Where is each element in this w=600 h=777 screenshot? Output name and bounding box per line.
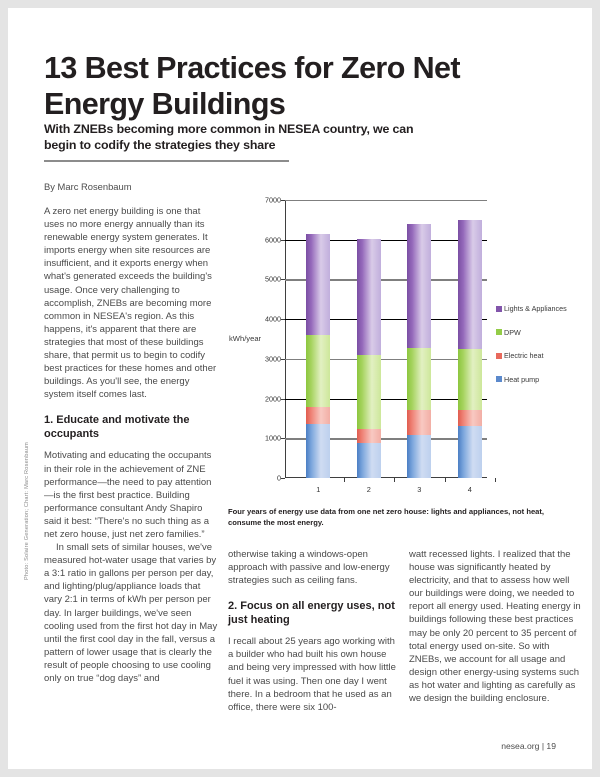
- paragraph: otherwise taking a windows-open approach with passive and low-energy strategies such as ceiling fans.: [228, 549, 390, 587]
- legend-item: [496, 351, 568, 360]
- paragraph: watt recessed lights. I realized that the house was significantly heated by electricity, and that to assess how well our buildings were doing, we needed to report all energy used. Heating energy in buildings following these best practices may be only 20 percent to 35 percent of total energy used on-site. So with ZNEBs, we account for all usage and design other energy-using systems such as hot water and lighting as carefully as we design the building enclosure.: [409, 549, 581, 705]
- y-axis-tick-label: 7000: [265, 195, 281, 205]
- y-axis-tick-mark: [281, 359, 285, 360]
- bar-segment: [458, 220, 482, 349]
- chart-caption: Four years of energy use data from one net zero house: lights and appliances, not heat, consume the most energy.: [228, 507, 545, 527]
- y-axis-tick-mark: [281, 279, 285, 280]
- x-axis-tick-mark: [394, 478, 395, 482]
- x-axis-tick-label: 3: [417, 485, 422, 494]
- page-title: 13 Best Practices for Zero Net Energy Buildings: [44, 51, 460, 121]
- bar-segment: [407, 224, 431, 348]
- y-axis-tick-mark: [281, 438, 285, 439]
- bar-segment: [357, 355, 381, 429]
- y-axis-tick-label: 2000: [265, 394, 281, 404]
- y-axis-tick-label: 5000: [265, 274, 281, 284]
- paragraph: A zero net energy building is one that uses no more energy annually than its renewable energy system generates. It imports energy when site resources are insufficient, and it exports energy when what's generated exceeds the building's usage. Once very challenging to accomplish, ZNEBs are becoming more common in NESEA's region. As this happens, it's apparent that there are strategies that most of these buildings share, that permit us to begin to codify best practices for these homes and other buildings. As you'll see, the energy system itself comes last.: [44, 206, 217, 401]
- bar-segment: [306, 234, 330, 335]
- paragraph: In small sets of similar houses, we've measured hot-water usage that varies by a 3:1 ratio in gallons per person per day, and lighting/plug/appliance loads that vary 2:1 in terms of kWh per person per day. In larger buildings, we've seen cooling used from the first hot day in May until the first cool day in the fall, versus a pattern of lower usage that is clearly the result of people choosing to use cooling only on true “dog days” and: [44, 542, 218, 684]
- bar-segment: [306, 424, 330, 478]
- column-bottom-right: [409, 548, 581, 705]
- x-axis-tick-label: 1: [316, 485, 321, 494]
- chart-plot-area: [265, 195, 487, 494]
- legend-label: Lights & Appliances: [504, 304, 567, 313]
- page-edge-right: [592, 0, 600, 777]
- page-edge-bottom: [0, 769, 600, 777]
- page-edge-top: [0, 0, 600, 8]
- bar-segment: [407, 435, 431, 478]
- chart-area: [228, 192, 566, 502]
- legend-label: DPW: [504, 327, 521, 337]
- legend-label: Electric heat: [504, 351, 544, 360]
- page-footer: nesea.org | 19: [501, 741, 556, 751]
- column-left-top: [44, 205, 220, 685]
- y-axis-tick-label: 1000: [265, 433, 281, 443]
- bar-segment: [357, 239, 381, 354]
- section-heading-2: 2. Focus on all energy uses, not just heating: [228, 600, 395, 626]
- y-axis-line: [285, 200, 286, 478]
- bar-segment: [306, 335, 330, 407]
- energy-use-chart: [228, 192, 566, 502]
- column-bottom-left: [228, 548, 400, 714]
- gridline: [285, 200, 487, 201]
- y-axis-tick-label: 0: [277, 473, 281, 483]
- x-axis-tick-label: 4: [467, 485, 472, 494]
- bar-segment: [357, 443, 381, 478]
- y-axis-tick-mark: [281, 200, 285, 201]
- header-divider: [44, 160, 289, 162]
- bar-segment: [458, 349, 482, 410]
- legend-item: [496, 375, 568, 384]
- bar-segment: [357, 429, 381, 443]
- legend-swatch-icon: [496, 376, 502, 382]
- legend-label: Heat pump: [504, 374, 540, 384]
- legend-swatch-icon: [496, 353, 502, 359]
- section-heading-1: 1. Educate and motivate the occupants: [44, 414, 190, 440]
- paragraph: Motivating and educating the occupants in their role in the achievement of ZNE performance—the need to pay attention—is the first best practice. Building performance consultant Andy Shapiro said it best: “There's no such thing as a net zero house, just net zero families.”: [44, 450, 212, 540]
- chart-bar: [357, 239, 381, 478]
- bar-segment: [458, 426, 482, 478]
- article-deck: With ZNEBs becoming more common in NESEA country, we can begin to codify the strategies they share: [44, 122, 414, 152]
- y-axis-tick-label: 6000: [265, 235, 281, 245]
- photo-credit: Photo: Solaire Generation; Chart: Marc Rosenbaum: [24, 441, 30, 580]
- page-edge-left: [0, 0, 8, 777]
- y-axis-tick-mark: [281, 319, 285, 320]
- chart-bar: [458, 220, 482, 478]
- y-axis-tick-label: 4000: [265, 314, 281, 324]
- x-axis-tick-mark: [445, 478, 446, 482]
- y-axis-tick-label: 3000: [265, 354, 281, 364]
- bar-segment: [407, 410, 431, 435]
- legend-item: [496, 304, 568, 313]
- bar-segment: [306, 407, 330, 424]
- byline: By Marc Rosenbaum: [44, 181, 132, 192]
- x-axis-tick-label: 2: [366, 485, 371, 494]
- legend-item: [496, 328, 568, 337]
- y-axis-tick-mark: [281, 240, 285, 241]
- x-axis-tick-mark: [344, 478, 345, 482]
- y-axis-title: kWh/year: [229, 334, 262, 343]
- chart-bar: [306, 234, 330, 478]
- x-axis-tick-mark: [495, 478, 496, 482]
- chart-bar: [407, 224, 431, 478]
- chart-legend: [496, 304, 568, 398]
- bar-segment: [407, 348, 431, 410]
- paragraph: I recall about 25 years ago working with a builder who had built his own house and being very impressed with how little fuel it was using. Then one day I went there. In a bedroom that he used as an office, there were six 100-: [228, 636, 396, 713]
- y-axis-tick-mark: [281, 478, 285, 479]
- legend-swatch-icon: [496, 306, 502, 312]
- legend-swatch-icon: [496, 329, 502, 335]
- y-axis-tick-mark: [281, 399, 285, 400]
- bar-segment: [458, 410, 482, 426]
